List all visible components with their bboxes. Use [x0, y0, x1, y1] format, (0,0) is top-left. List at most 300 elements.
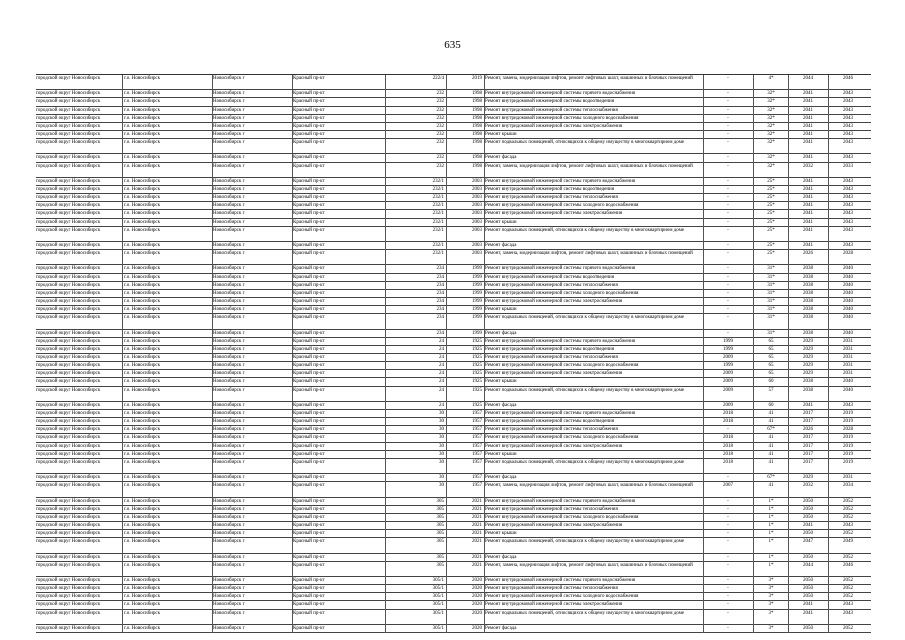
- cell-municipality: городской округ Новосибирск: [36, 355, 101, 361]
- cell-street: Красный пр-кт: [293, 554, 325, 560]
- cell-build-year: 1957: [472, 435, 482, 441]
- table-row: [36, 75, 871, 90]
- cell-locality: Новосибирск г: [213, 387, 245, 393]
- cell-work-type: Ремонт внутридомовой инженерной системы холодного водоснабжения: [485, 115, 639, 121]
- cell-street: Красный пр-кт: [293, 523, 325, 529]
- cell-municipality: городской округ Новосибирск: [36, 459, 101, 465]
- cell-last-repair-year: -: [727, 475, 729, 481]
- cell-plan-end-year: 2043: [843, 402, 853, 408]
- cell-street: Красный пр-кт: [293, 219, 325, 225]
- cell-plan-end-year: 2019: [843, 443, 853, 449]
- cell-build-year: 1925: [472, 338, 482, 344]
- cell-house-number: 24: [439, 371, 444, 377]
- cell-wear-percent: 25*: [767, 251, 775, 257]
- cell-wear-percent: 25*: [767, 243, 775, 249]
- cell-street: Красный пр-кт: [293, 443, 325, 449]
- cell-house-number: 234: [436, 299, 444, 305]
- cell-municipality: городской округ Новосибирск: [36, 371, 101, 377]
- cell-plan-end-year: 2043: [843, 123, 853, 129]
- cell-plan-start-year: 2029: [803, 475, 813, 481]
- cell-work-type: Ремонт фасада: [485, 243, 517, 249]
- cell-house-number: 30: [439, 427, 444, 433]
- cell-district: г.о. Новосибирск: [124, 539, 161, 545]
- cell-build-year: 1957: [472, 443, 482, 449]
- cell-build-year: 1999: [472, 307, 482, 313]
- cell-house-number: 232/1: [432, 251, 444, 257]
- cell-municipality: городской округ Новосибирск: [36, 299, 101, 305]
- cell-build-year: 1957: [472, 419, 482, 425]
- cell-district: г.о. Новосибирск: [124, 315, 161, 321]
- table-row: [36, 459, 871, 474]
- cell-last-repair-year: 1999: [723, 338, 733, 344]
- cell-work-type: Ремонт внутридомовой инженерной системы электроснабжения: [485, 123, 623, 129]
- cell-plan-end-year: 2040: [843, 387, 853, 393]
- cell-plan-start-year: 2041: [803, 602, 813, 608]
- cell-municipality: городской округ Новосибирск: [36, 178, 101, 184]
- cell-municipality: городской округ Новосибирск: [36, 251, 101, 257]
- cell-locality: Новосибирск г: [213, 123, 245, 129]
- cell-municipality: городской округ Новосибирск: [36, 227, 101, 233]
- table-row: [36, 522, 871, 530]
- cell-plan-start-year: 2050: [803, 594, 813, 600]
- table-row: [36, 370, 871, 378]
- cell-street: Красный пр-кт: [293, 578, 325, 584]
- cell-street: Красный пр-кт: [293, 610, 325, 616]
- cell-locality: Новосибирск г: [213, 419, 245, 425]
- cell-work-type: Ремонт, замена, модернизация лифтов, ремонт лифтовых шахт, машинных и блочных помещений: [485, 163, 693, 169]
- cell-locality: Новосибирск г: [213, 163, 245, 169]
- cell-work-type: Ремонт внутридомовой инженерной системы электроснабжения: [485, 211, 623, 217]
- table-row: [36, 139, 871, 154]
- cell-wear-percent: 65: [768, 346, 774, 352]
- cell-street: Красный пр-кт: [293, 315, 325, 321]
- cell-locality: Новосибирск г: [213, 483, 245, 489]
- cell-district: г.о. Новосибирск: [124, 594, 161, 600]
- cell-locality: Новосибирск г: [213, 586, 245, 592]
- table-row: [36, 346, 871, 354]
- cell-street: Красный пр-кт: [293, 539, 325, 545]
- cell-work-type: Ремонт внутридомовой инженерной системы горячего водоснабжения: [485, 578, 636, 584]
- cell-locality: Новосибирск г: [213, 346, 245, 352]
- cell-house-number: 232/1: [432, 195, 444, 201]
- cell-plan-end-year: 2028: [843, 251, 853, 257]
- cell-locality: Новосибирск г: [213, 435, 245, 441]
- cell-work-type: Ремонт подвальных помещений, относящихся к общему имуществу в многоквартирном доме: [485, 539, 685, 545]
- cell-district: г.о. Новосибирск: [124, 387, 161, 393]
- cell-build-year: 1957: [472, 483, 482, 489]
- cell-house-number: 234: [436, 307, 444, 313]
- table-row: [36, 274, 871, 282]
- table-row: [36, 387, 871, 402]
- cell-work-type: Ремонт фасада: [485, 155, 517, 161]
- cell-wear-percent: 3*: [768, 578, 774, 584]
- cell-municipality: городской округ Новосибирск: [36, 483, 101, 489]
- cell-district: г.о. Новосибирск: [124, 435, 161, 441]
- cell-plan-start-year: 2041: [803, 187, 813, 193]
- table-row: [36, 186, 871, 194]
- table-row: [36, 210, 871, 218]
- cell-last-repair-year: -: [727, 506, 729, 512]
- table-row: [36, 123, 871, 131]
- cell-plan-end-year: 2040: [843, 282, 853, 288]
- table-row: [36, 154, 871, 162]
- cell-plan-end-year: 2028: [843, 427, 853, 433]
- cell-plan-start-year: 2041: [803, 523, 813, 529]
- cell-build-year: 1998: [472, 115, 482, 121]
- cell-wear-percent: 31*: [767, 282, 775, 288]
- cell-street: Красный пр-кт: [293, 99, 325, 105]
- table-row: [36, 219, 871, 227]
- cell-wear-percent: 1*: [768, 514, 774, 520]
- cell-work-type: Ремонт внутридомовой инженерной системы теплоснабжения: [485, 355, 618, 361]
- cell-district: г.о. Новосибирск: [124, 266, 161, 272]
- cell-district: г.о. Новосибирск: [124, 363, 161, 369]
- cell-house-number: 305: [436, 514, 444, 520]
- cell-house-number: 234: [436, 315, 444, 321]
- cell-street: Красный пр-кт: [293, 427, 325, 433]
- cell-district: г.о. Новосибирск: [124, 195, 161, 201]
- cell-plan-start-year: 2029: [803, 338, 813, 344]
- cell-municipality: городской округ Новосибирск: [36, 195, 101, 201]
- cell-build-year: 1998: [472, 163, 482, 169]
- table-row: [36, 562, 871, 577]
- cell-plan-end-year: 2043: [843, 99, 853, 105]
- cell-locality: Новосибирск г: [213, 243, 245, 249]
- cell-last-repair-year: -: [727, 91, 729, 97]
- cell-district: г.о. Новосибирск: [124, 155, 161, 161]
- cell-build-year: 1998: [472, 123, 482, 129]
- cell-build-year: 1998: [472, 155, 482, 161]
- cell-wear-percent: 32*: [767, 99, 775, 105]
- cell-work-type: Ремонт внутридомовой инженерной системы горячего водоснабжения: [485, 178, 636, 184]
- cell-district: г.о. Новосибирск: [124, 514, 161, 520]
- cell-build-year: 1999: [472, 290, 482, 296]
- cell-house-number: 232: [436, 132, 444, 137]
- cell-plan-end-year: 2040: [843, 379, 853, 385]
- cell-municipality: городской округ Новосибирск: [36, 475, 101, 481]
- cell-house-number: 232: [436, 123, 444, 129]
- cell-district: г.о. Новосибирск: [124, 506, 161, 512]
- cell-plan-start-year: 2041: [803, 155, 813, 161]
- table-row: [36, 530, 871, 538]
- cell-street: Красный пр-кт: [293, 140, 325, 146]
- cell-street: Красный пр-кт: [293, 586, 325, 592]
- cell-last-repair-year: 2018: [723, 419, 733, 425]
- cell-house-number: 30: [439, 451, 444, 457]
- cell-house-number: 30: [439, 411, 444, 417]
- cell-district: г.о. Новосибирск: [124, 115, 161, 121]
- table-row: [36, 593, 871, 601]
- cell-plan-end-year: 2040: [843, 299, 853, 305]
- cell-house-number: 305: [436, 531, 444, 537]
- cell-build-year: 1999: [472, 315, 482, 321]
- cell-district: г.о. Новосибирск: [124, 243, 161, 249]
- cell-municipality: городской округ Новосибирск: [36, 514, 101, 520]
- cell-plan-end-year: 2031: [843, 346, 853, 352]
- cell-plan-end-year: 2040: [843, 307, 853, 313]
- cell-work-type: Ремонт крыши: [485, 379, 517, 385]
- cell-plan-start-year: 2044: [803, 562, 813, 568]
- cell-house-number: 232: [436, 155, 444, 161]
- cell-last-repair-year: -: [727, 602, 729, 608]
- cell-work-type: Ремонт внутридомовой инженерной системы холодного водоснабжения: [485, 594, 639, 600]
- cell-locality: Новосибирск г: [213, 355, 245, 361]
- cell-district: г.о. Новосибирск: [124, 451, 161, 457]
- cell-locality: Новосибирск г: [213, 371, 245, 377]
- cell-wear-percent: 3*: [768, 610, 774, 616]
- cell-plan-start-year: 2041: [803, 227, 813, 233]
- table-row: [36, 506, 871, 514]
- cell-house-number: 234: [436, 266, 444, 272]
- cell-municipality: городской округ Новосибирск: [36, 363, 101, 369]
- cell-locality: Новосибирск г: [213, 251, 245, 257]
- cell-district: г.о. Новосибирск: [124, 107, 161, 113]
- cell-build-year: 1998: [472, 107, 482, 113]
- cell-last-repair-year: -: [727, 251, 729, 257]
- column-divider: [292, 75, 293, 633]
- cell-plan-end-year: 2019: [843, 419, 853, 425]
- cell-plan-start-year: 2026: [803, 251, 813, 257]
- cell-locality: Новосибирск г: [213, 219, 245, 225]
- cell-build-year: 1925: [472, 402, 482, 408]
- cell-build-year: 1957: [472, 459, 482, 465]
- cell-municipality: городской округ Новосибирск: [36, 594, 101, 600]
- cell-plan-end-year: 2049: [843, 539, 853, 545]
- cell-district: г.о. Новосибирск: [124, 610, 161, 616]
- cell-plan-end-year: 2033: [843, 163, 853, 169]
- cell-plan-start-year: 2041: [803, 211, 813, 217]
- cell-locality: Новосибирск г: [213, 602, 245, 608]
- cell-district: г.о. Новосибирск: [124, 355, 161, 361]
- cell-plan-start-year: 2029: [803, 363, 813, 369]
- cell-street: Красный пр-кт: [293, 76, 325, 81]
- cell-plan-end-year: 2043: [843, 91, 853, 97]
- cell-wear-percent: 32*: [767, 132, 775, 137]
- cell-plan-start-year: 2029: [803, 355, 813, 361]
- cell-municipality: городской округ Новосибирск: [36, 132, 101, 137]
- cell-work-type: Ремонт подвальных помещений, относящихся к общему имуществу в многоквартирном доме: [485, 387, 685, 393]
- cell-build-year: 2003: [472, 195, 482, 201]
- cell-district: г.о. Новосибирск: [124, 531, 161, 537]
- cell-plan-start-year: 2038: [803, 387, 813, 393]
- table-row: [36, 554, 871, 562]
- cell-build-year: 1925: [472, 346, 482, 352]
- cell-district: г.о. Новосибирск: [124, 76, 161, 81]
- cell-municipality: городской округ Новосибирск: [36, 610, 101, 616]
- cell-municipality: городской округ Новосибирск: [36, 115, 101, 121]
- cell-last-repair-year: -: [727, 531, 729, 537]
- table-row: [36, 538, 871, 553]
- cell-plan-start-year: 2050: [803, 506, 813, 512]
- cell-last-repair-year: -: [727, 586, 729, 592]
- cell-wear-percent: 41: [768, 435, 774, 441]
- cell-municipality: городской округ Новосибирск: [36, 219, 101, 225]
- cell-municipality: городской округ Новосибирск: [36, 203, 101, 209]
- cell-street: Красный пр-кт: [293, 355, 325, 361]
- cell-build-year: 1925: [472, 355, 482, 361]
- cell-house-number: 232/1: [432, 227, 444, 233]
- cell-plan-start-year: 2041: [803, 132, 813, 137]
- cell-street: Красный пр-кт: [293, 227, 325, 233]
- cell-plan-start-year: 2041: [803, 219, 813, 225]
- cell-house-number: 305/1: [432, 610, 444, 616]
- cell-wear-percent: 4*: [768, 76, 774, 81]
- cell-work-type: Ремонт внутридомовой инженерной системы электроснабжения: [485, 602, 623, 608]
- cell-wear-percent: 25*: [767, 187, 775, 193]
- table-row: [36, 585, 871, 593]
- cell-locality: Новосибирск г: [213, 506, 245, 512]
- cell-wear-percent: 32*: [767, 123, 775, 129]
- cell-build-year: 2021: [472, 514, 482, 520]
- cell-plan-end-year: 2040: [843, 330, 853, 336]
- cell-district: г.о. Новосибирск: [124, 140, 161, 146]
- cell-plan-end-year: 2046: [843, 76, 853, 81]
- cell-work-type: Ремонт внутридомовой инженерной системы водоотведения: [485, 187, 615, 193]
- cell-plan-end-year: 2043: [843, 187, 853, 193]
- cell-build-year: 1999: [472, 330, 482, 336]
- table-row: [36, 426, 871, 434]
- cell-house-number: 234: [436, 330, 444, 336]
- cell-district: г.о. Новосибирск: [124, 123, 161, 129]
- cell-plan-start-year: 2041: [803, 195, 813, 201]
- cell-house-number: 232/1: [432, 219, 444, 225]
- table-row: [36, 434, 871, 442]
- cell-plan-start-year: 2017: [803, 435, 813, 441]
- cell-house-number: 30: [439, 459, 444, 465]
- cell-work-type: Ремонт внутридомовой инженерной системы электроснабжения: [485, 299, 623, 305]
- cell-municipality: городской округ Новосибирск: [36, 266, 101, 272]
- cell-wear-percent: 32*: [767, 115, 775, 121]
- cell-house-number: 232/1: [432, 178, 444, 184]
- table-row: [36, 474, 871, 482]
- cell-wear-percent: 31*: [767, 330, 775, 336]
- cell-street: Красный пр-кт: [293, 411, 325, 417]
- cell-work-type: Ремонт внутридомовой инженерной системы электроснабжения: [485, 371, 623, 377]
- cell-plan-start-year: 2050: [803, 586, 813, 592]
- cell-locality: Новосибирск г: [213, 99, 245, 105]
- cell-municipality: городской округ Новосибирск: [36, 290, 101, 296]
- cell-street: Красный пр-кт: [293, 338, 325, 344]
- cell-work-type: Ремонт внутридомовой инженерной системы горячего водоснабжения: [485, 411, 636, 417]
- cell-locality: Новосибирск г: [213, 195, 245, 201]
- table-row: [36, 90, 871, 98]
- cell-street: Красный пр-кт: [293, 435, 325, 441]
- cell-wear-percent: 65: [768, 371, 774, 377]
- cell-street: Красный пр-кт: [293, 346, 325, 352]
- cell-work-type: Ремонт фасада: [485, 625, 517, 631]
- cell-municipality: городской округ Новосибирск: [36, 330, 101, 336]
- cell-build-year: 2003: [472, 187, 482, 193]
- cell-house-number: 24: [439, 363, 444, 369]
- cell-street: Красный пр-кт: [293, 483, 325, 489]
- cell-district: г.о. Новосибирск: [124, 211, 161, 217]
- cell-work-type: Ремонт внутридомовой инженерной системы теплоснабжения: [485, 282, 618, 288]
- cell-plan-end-year: 2043: [843, 219, 853, 225]
- table-row: [36, 115, 871, 123]
- cell-plan-end-year: 2043: [843, 211, 853, 217]
- cell-house-number: 232: [436, 99, 444, 105]
- cell-street: Красный пр-кт: [293, 299, 325, 305]
- cell-locality: Новосибирск г: [213, 338, 245, 344]
- cell-work-type: Ремонт внутридомовой инженерной системы теплоснабжения: [485, 506, 618, 512]
- cell-plan-end-year: 2043: [843, 107, 853, 113]
- cell-locality: Новосибирск г: [213, 475, 245, 481]
- cell-plan-end-year: 2052: [843, 506, 853, 512]
- table-row: [36, 378, 871, 386]
- cell-last-repair-year: 2009: [723, 402, 733, 408]
- cell-build-year: 2003: [472, 227, 482, 233]
- cell-locality: Новосибирск г: [213, 76, 245, 81]
- cell-last-repair-year: -: [727, 163, 729, 169]
- cell-plan-end-year: 2043: [843, 203, 853, 209]
- table-row: [36, 402, 871, 410]
- cell-last-repair-year: -: [727, 211, 729, 217]
- cell-municipality: городской округ Новосибирск: [36, 539, 101, 545]
- cell-plan-end-year: 2019: [843, 459, 853, 465]
- cell-house-number: 30: [439, 435, 444, 441]
- cell-street: Красный пр-кт: [293, 178, 325, 184]
- cell-municipality: городской округ Новосибирск: [36, 187, 101, 193]
- cell-build-year: 2003: [472, 243, 482, 249]
- cell-locality: Новосибирск г: [213, 625, 245, 631]
- cell-wear-percent: 67*: [767, 427, 775, 433]
- cell-house-number: 232: [436, 115, 444, 121]
- cell-locality: Новосибирск г: [213, 178, 245, 184]
- cell-wear-percent: 25*: [767, 227, 775, 233]
- cell-build-year: 1998: [472, 99, 482, 105]
- cell-district: г.о. Новосибирск: [124, 219, 161, 225]
- cell-work-type: Ремонт, замена, модернизация лифтов, ремонт лифтовых шахт, машинных и блочных помещений: [485, 251, 693, 257]
- cell-plan-start-year: 2041: [803, 99, 813, 105]
- cell-last-repair-year: -: [727, 315, 729, 321]
- cell-locality: Новосибирск г: [213, 594, 245, 600]
- cell-work-type: Ремонт внутридомовой инженерной системы холодного водоснабжения: [485, 514, 639, 520]
- cell-work-type: Ремонт внутридомовой инженерной системы холодного водоснабжения: [485, 435, 639, 441]
- cell-last-repair-year: -: [727, 76, 729, 81]
- cell-locality: Новосибирск г: [213, 274, 245, 280]
- cell-municipality: городской округ Новосибирск: [36, 76, 101, 81]
- cell-municipality: городской округ Новосибирск: [36, 602, 101, 608]
- cell-locality: Новосибирск г: [213, 266, 245, 272]
- cell-last-repair-year: 2018: [723, 411, 733, 417]
- cell-district: г.о. Новосибирск: [124, 371, 161, 377]
- cell-build-year: 2020: [472, 610, 482, 616]
- cell-municipality: городской округ Новосибирск: [36, 140, 101, 146]
- cell-plan-end-year: 2040: [843, 315, 853, 321]
- cell-last-repair-year: -: [727, 115, 729, 121]
- table-row: [36, 482, 871, 497]
- cell-locality: Новосибирск г: [213, 155, 245, 161]
- cell-plan-end-year: 2052: [843, 531, 853, 537]
- cell-locality: Новосибирск г: [213, 498, 245, 504]
- cell-wear-percent: 1*: [768, 506, 774, 512]
- cell-last-repair-year: -: [727, 274, 729, 280]
- cell-district: г.о. Новосибирск: [124, 290, 161, 296]
- cell-municipality: городской округ Новосибирск: [36, 554, 101, 560]
- table-row: [36, 514, 871, 522]
- cell-locality: Новосибирск г: [213, 514, 245, 520]
- cell-district: г.о. Новосибирск: [124, 602, 161, 608]
- column-divider: [703, 75, 704, 633]
- cell-build-year: 2021: [472, 498, 482, 504]
- cell-plan-start-year: 2017: [803, 443, 813, 449]
- cell-last-repair-year: -: [727, 155, 729, 161]
- cell-street: Красный пр-кт: [293, 195, 325, 201]
- cell-plan-start-year: 2050: [803, 554, 813, 560]
- cell-build-year: 1925: [472, 363, 482, 369]
- cell-district: г.о. Новосибирск: [124, 578, 161, 584]
- cell-street: Красный пр-кт: [293, 266, 325, 272]
